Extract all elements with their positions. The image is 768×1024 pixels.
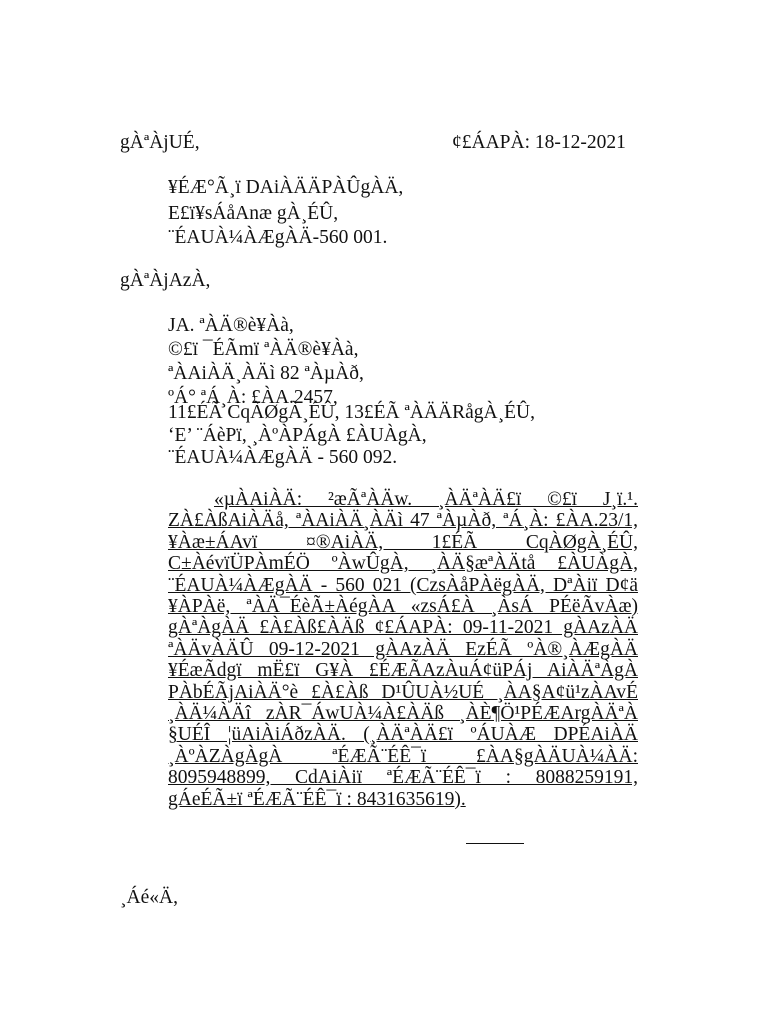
recipient-line: E£ï¥sÁåAnæ gÀ¸ÉÛ, (168, 203, 339, 224)
recipient-line: ¥ÉÆ°Ã¸ï DAiÀÄÄPÀÛgÀÄ, (168, 177, 404, 198)
subject-body-paragraph: «µÀAiÀÄ: ²æÃªÀÄw. ¸ÀÄªÀÄ£ï ©£ï J¸ï.¹. ZÀ£ÀßAiÀÄå, ªÀAiÀÄ¸ÀÄì 47 ªÀµÀð, ªÁ¸À: £ÀA.23/1, ¥Àæ±ÁAvï ¤®AiÀÄ, 1£ÉÃ CqÀØgÀ¸ÉÛ, C±ÀévïÜPÀmÉÖ ºÀwÛgÀ, ¸ÀÄ§æªÀÄtå £ÀUÀgÀ, ¨ÉAUÀ¼ÀÆgÀÄ - 560 021 (CzsÀåPÀëgÀÄ, DªÀiï D¢ä ¥ÀPÀë, ªÀÄ¯ÉèÃ±ÀégÀA «zsÁ£À ¸ÀsÁ PÉëÃvÀæ) gÀªÀgÀÄ £À£Àß£ÀÄß ¢£ÁAPÀ: 09-11-2021 gÀAzÀÄ ªÀÄvÀÄÛ 09-12-2021 gÀAzÀÄ EzÉÃ ºÀ®¸ÀÆgÀÄ ¥ÉæÃdgï mË£ï G¥À £ÉÆÃAzÀuÁ¢üPÁj AiÀÄªÀgÀ PÀbÉÃjAiÀÄ°è £À£Àß D¹ÛUÀ½UÉ ¸ÀA§A¢ü¹zÀAvÉ ¸ÀÄ¼ÀÄî zÀR¯ÁwUÀ¼À£ÀÄß ¸ÀÈ¶Ö¹PÉÆArgÀÄªÀ §UÉÎ ¦üAiÀiÁðzÀÄ. (¸ÀÄªÀÄ£ï ºÁUÀÆ DPÉAiÀÄ ¸ÀºÀZÀgÀgÀ ªÉÆÃ¨ÉÊ¯ï £ÀA§gÀÄUÀ¼ÀÄ: 8095948899, CdAiÀiï ªÉÆÃ¨ÉÊ¯ï : 8088259191, gÁeÉÃ±ï ªÉÆÃ¨ÉÊ¯ï : 8431635619). (168, 489, 638, 810)
sender-line: ©£ï ¯ÉÃmï ªÀÄ®è¥Àà, (168, 339, 359, 360)
sender-line: JA. ªÀÄ®è¥Àà, (168, 315, 294, 336)
sender-line: ‘E’ ¨ÁèPï, ¸ÀºÀPÁgÀ £ÀUÀgÀ, (168, 425, 427, 446)
sender-line: 11£ÉÃ CqÀØgÀ¸ÉÛ, 13£ÉÃ ªÀÄÄRågÀ¸ÉÛ, (168, 402, 535, 423)
sender-line: ºÁ° ªÁ¸À: £ÀA.2457, (168, 387, 338, 408)
sender-line: ¨ÉAUÀ¼ÀÆgÀÄ - 560 092. (168, 447, 398, 468)
sender-line: ªÀAiÀÄ¸ÀÄì 82 ªÀµÀð, (168, 363, 364, 384)
sender-salutation-label: gÀªÀjUÉ, (120, 132, 200, 153)
from-label: gÀªÀjAzÀ, (120, 270, 211, 291)
recipient-line: ¨ÉAUÀ¼ÀÆgÀÄ-560 001. (168, 227, 388, 248)
closing-salutation: ¸Áé«Ä, (120, 887, 178, 908)
paragraph-end-rule (466, 843, 524, 844)
letter-date: ¢£ÁAPÀ: 18-12-2021 (452, 132, 626, 153)
